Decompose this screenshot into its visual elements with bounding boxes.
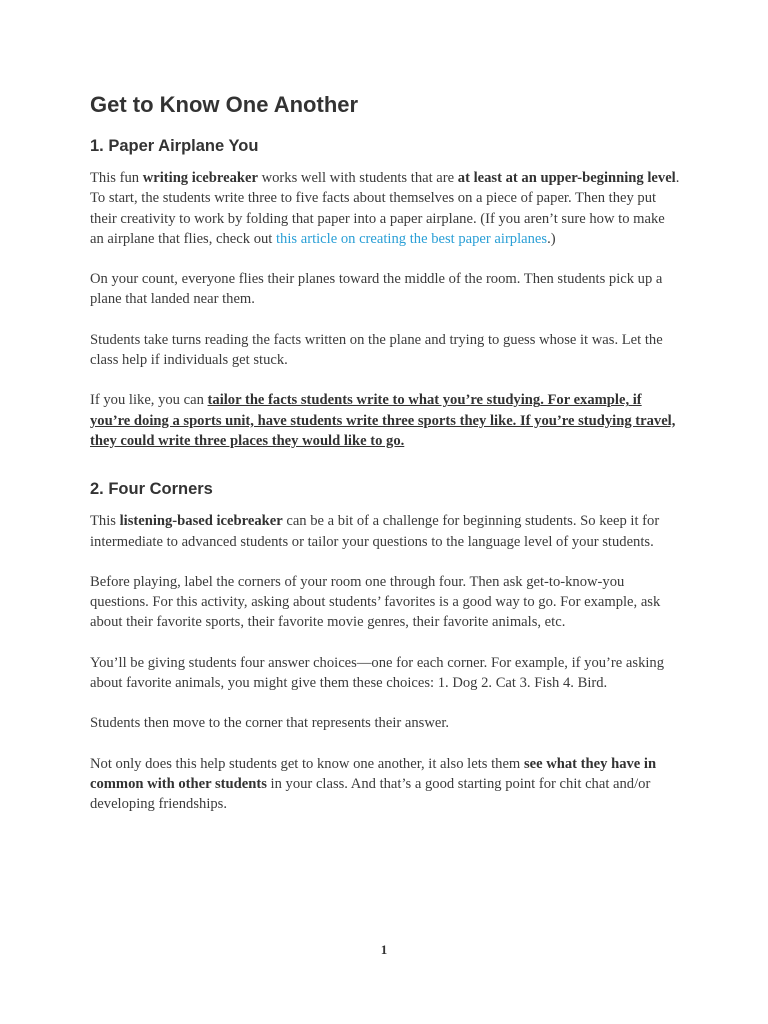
bold-text: at least at an upper-beginning level (457, 170, 676, 186)
paragraph-intro (90, 168, 680, 188)
paragraph-common (90, 754, 680, 815)
bold-text: tailor the facts students write to what you’re studying (207, 392, 541, 409)
paragraph-answer-choices: You’ll be giving students four answer choices—one for each corner. For example, if you’re asking about favorite animals, you might give them these choices: 1. Dog 2. Cat 3. Fish 4. Bird. (90, 654, 665, 692)
text: works well with students that are (257, 170, 458, 186)
bold-text: listening-based icebreaker (119, 513, 283, 530)
bold-text: writing icebreaker (142, 170, 258, 186)
paragraph-move-corner: Students then move to the corner that represents their answer. (90, 715, 450, 732)
paragraph-listening (90, 511, 680, 552)
text: This fun (90, 170, 143, 186)
text: If you like, you can (90, 392, 208, 409)
paper-airplanes-article-link[interactable]: this article on creating the best paper airplanes (276, 230, 548, 247)
page-number: 1 (380, 942, 388, 957)
text: This (90, 513, 120, 530)
paragraph-guess-facts: Students take turns reading the facts written on the plane and trying to guess whose it was. Let the class help if individuals get stuck. (90, 331, 663, 369)
text: To start, the students write three to five facts about themselves on a piece of paper. Then they put their creativity to work by folding that paper into a paper airplane. (If you aren’t sure how to make an airplane that flies, check out (90, 190, 665, 247)
text: .) (547, 230, 556, 247)
text: in your class. And that’s a good starting point for chit chat and/or developing friendships. (90, 775, 651, 813)
paragraph-instructions (90, 188, 680, 249)
document-page (90, 88, 680, 815)
text: Not only does this help students get to know one another, it also lets them (90, 755, 524, 772)
section-heading-four-corners: 2. Four Corners (90, 480, 213, 499)
paragraph-tailor-facts (90, 390, 680, 451)
paragraph-label-corners: Before playing, label the corners of your room one through four. Then ask get-to-know-you questions. For this activity, asking about students’ favorites is a good way to go. For example, ask about their favorite sports, their favorite movie genres, their favorite animals, etc. (90, 573, 661, 631)
bold-text: see what they have in common with other students (90, 755, 657, 792)
text: can be a bit of a challenge for beginning students. So keep it for intermediate to advanced students or tailor your questions to the language level of your students. (90, 513, 660, 550)
text: . (675, 170, 680, 186)
bold-underlined-text: . For example, if you’re doing a sports unit, have students write three sports they like. If you’re studying travel, they could write three places they would like to go. (90, 392, 676, 449)
page-title: Get to Know One Another (90, 92, 359, 117)
paragraph-fly-planes: On your count, everyone flies their planes toward the middle of the room. Then students pick up a plane that landed near them. (90, 271, 663, 308)
section-heading-paper-airplane: 1. Paper Airplane You (90, 137, 259, 155)
